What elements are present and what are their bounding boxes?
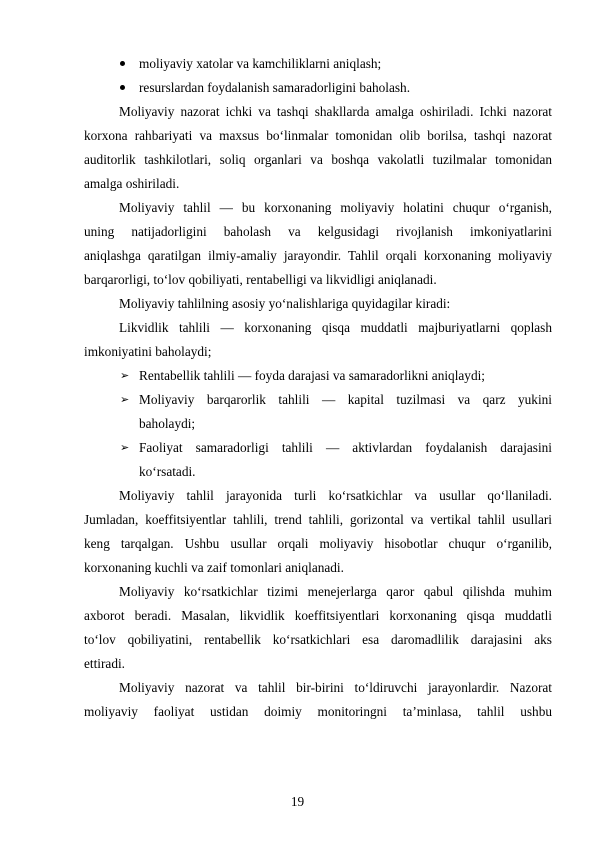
line-text: Moliyaviy barqarorlik tahlili — kapital tuzilmasi va qarz yukini xyxy=(139,392,552,407)
line-text: ettiradi. xyxy=(84,656,125,671)
text-line xyxy=(84,556,552,580)
line-text: ko‘rsatadi. xyxy=(139,464,196,479)
line-text: barqarorligi, to‘lov qobiliyati, rentabelligi va likvidligi aniqlanadi. xyxy=(84,272,437,287)
line-text: resurslardan foydalanish samaradorligini baholash. xyxy=(139,80,411,95)
text-line xyxy=(84,100,552,124)
text-line xyxy=(84,268,552,292)
document-body xyxy=(84,52,552,724)
arrow-bullet-icon: ➢ xyxy=(120,393,130,406)
text-line xyxy=(84,652,552,676)
text-line xyxy=(84,508,552,532)
line-text: imkoniyatini baholaydi; xyxy=(84,344,212,359)
list-item xyxy=(84,436,552,460)
line-text: moliyaviy xatolar va kamchiliklarni aniqlash; xyxy=(139,56,382,71)
text-line xyxy=(84,124,552,148)
list-item xyxy=(84,76,552,100)
line-text: auditorlik tashkilotlari, soliq organlari va boshqa vakolatli tuzilmalar tomonidan xyxy=(84,152,552,167)
list-item xyxy=(84,364,552,388)
line-text: to‘lov qobiliyatini, rentabellik ko‘rsatkichlari esa daromadlilik darajasini aks xyxy=(84,632,552,647)
bullet-dot-icon xyxy=(120,52,125,76)
list-item xyxy=(84,52,552,76)
text-line xyxy=(84,628,552,652)
line-text: Moliyaviy tahlilning asosiy yo‘nalishlariga quyidagilar kiradi: xyxy=(119,296,451,311)
line-text: keng tarqalgan. Ushbu usullar orqali moliyaviy hisobotlar chuqur o‘rganilib, xyxy=(84,536,552,551)
line-text: Faoliyat samaradorligi tahlili — aktivlardan foydalanish darajasini xyxy=(139,440,552,455)
line-text: amalga oshiriladi. xyxy=(84,176,180,191)
text-line xyxy=(84,460,552,484)
text-line xyxy=(84,580,552,604)
line-text: Moliyaviy tahlil — bu korxonaning moliyaviy holatini chuqur o‘rganish, xyxy=(119,200,552,215)
line-text: axborot beradi. Masalan, likvidlik koeffitsiyentlari korxonaning qisqa muddatli xyxy=(84,608,552,623)
text-line xyxy=(84,172,552,196)
text-line xyxy=(84,196,552,220)
list-item xyxy=(84,388,552,412)
line-text: Likvidlik tahlili — korxonaning qisqa muddatli majburiyatlarni qoplash xyxy=(119,320,552,335)
text-line xyxy=(84,532,552,556)
text-line xyxy=(84,292,552,316)
text-line xyxy=(84,220,552,244)
text-line xyxy=(84,148,552,172)
line-text: Moliyaviy nazorat va tahlil bir-birini to‘ldiruvchi jarayonlardir. Nazorat xyxy=(119,680,552,695)
line-text: aniqlashga qaratilgan ilmiy-amaliy jarayondir. Tahlil orqali korxonaning moliyaviy xyxy=(84,248,552,263)
text-line xyxy=(84,700,552,724)
line-text: korxona rahbariyati va maxsus bo‘linmalar tomonidan olib borilsa, tashqi nazorat xyxy=(84,128,552,143)
arrow-bullet-icon: ➢ xyxy=(120,441,130,454)
line-text: moliyaviy faoliyat ustidan doimiy monitoringni ta’minlasa, tahlil ushbu xyxy=(84,704,552,719)
line-text: Rentabellik tahlili — foyda darajasi va samaradorlikni aniqlaydi; xyxy=(139,368,485,383)
text-line xyxy=(84,340,552,364)
page-number: 19 xyxy=(290,794,305,809)
line-text: uning natijadorligini baholash va kelgusidagi rivojlanish imkoniyatlarini xyxy=(84,224,552,239)
line-text: baholaydi; xyxy=(139,416,196,431)
text-line xyxy=(84,484,552,508)
text-line xyxy=(84,676,552,700)
text-line xyxy=(84,244,552,268)
bullet-dot-icon xyxy=(120,76,125,100)
text-line xyxy=(84,412,552,436)
line-text: Moliyaviy nazorat ichki va tashqi shakllarda amalga oshiriladi. Ichki nazorat xyxy=(119,104,552,119)
text-line xyxy=(84,316,552,340)
arrow-bullet-icon: ➢ xyxy=(120,369,130,382)
line-text: korxonaning kuchli va zaif tomonlari aniqlanadi. xyxy=(84,560,344,575)
line-text: Moliyaviy ko‘rsatkichlar tizimi menejerlarga qaror qabul qilishda muhim xyxy=(119,584,552,599)
line-text: Moliyaviy tahlil jarayonida turli ko‘rsatkichlar va usullar qo‘llaniladi. xyxy=(119,488,552,503)
text-line xyxy=(84,604,552,628)
line-text: Jumladan, koeffitsiyentlar tahlili, trend tahlili, gorizontal va vertikal tahlil usullari xyxy=(84,512,552,527)
